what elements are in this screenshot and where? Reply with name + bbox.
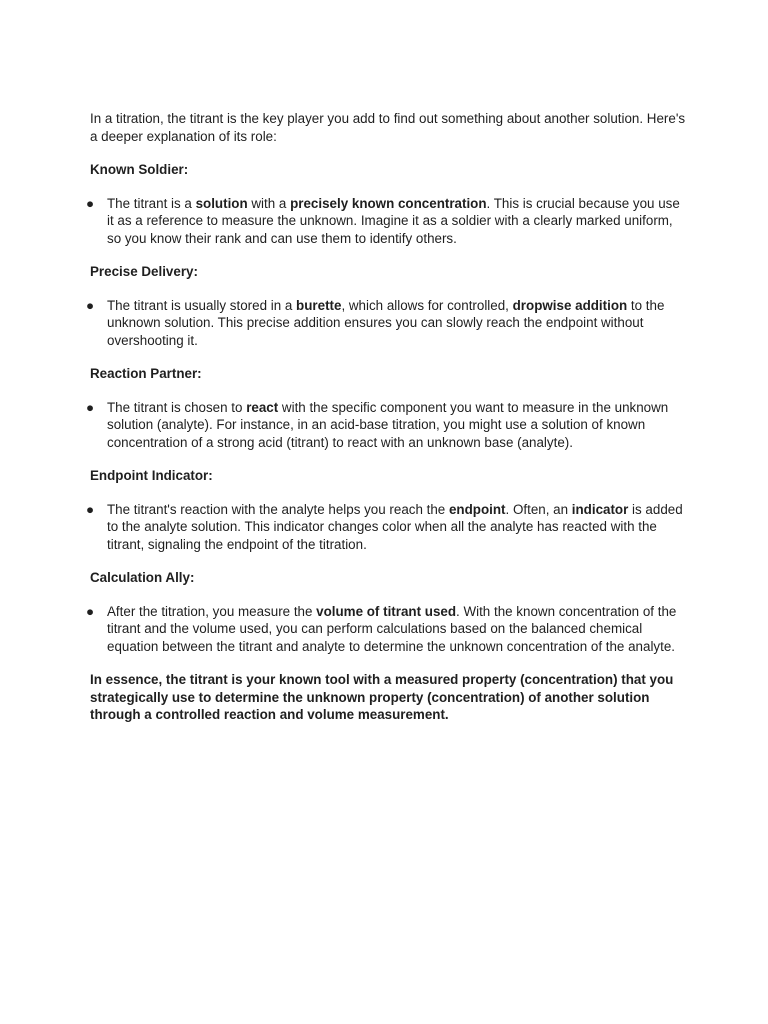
section-heading: Reaction Partner: bbox=[90, 366, 202, 381]
bold-term: dropwise addition bbox=[512, 297, 628, 313]
bold-term: indicator bbox=[571, 501, 629, 517]
bullet-list bbox=[85, 603, 690, 656]
text-run: The titrant is a bbox=[107, 195, 196, 211]
bold-term: precisely known concentration bbox=[290, 195, 487, 211]
bullet-icon: ● bbox=[85, 399, 95, 415]
bullet-text bbox=[107, 298, 664, 348]
text-run: . This is crucial because you use it as a reference to measure the unknown. Imagine it as a soldier with a clearly marked uniform, so you know their rank and can use them to identify others. bbox=[107, 195, 680, 246]
bullet-text bbox=[107, 196, 680, 246]
bullet-text bbox=[107, 604, 676, 654]
bold-term: burette bbox=[296, 297, 342, 313]
text-run: The titrant is chosen to bbox=[107, 399, 247, 415]
list-item bbox=[85, 195, 690, 248]
bullet-list bbox=[85, 501, 690, 554]
text-run: to the unknown solution. This precise addition ensures you can slowly reach the endpoint without overshooting it. bbox=[107, 297, 665, 348]
bullet-text bbox=[107, 400, 668, 450]
bullet-list bbox=[85, 195, 690, 248]
section-heading: Calculation Ally: bbox=[90, 570, 195, 585]
text-run: The titrant is usually stored in a bbox=[107, 297, 297, 313]
list-item bbox=[85, 501, 690, 554]
text-run: . With the known concentration of the titrant and the volume used, you can perform calculations based on the balanced chemical equation between the titrant and analyte to determine the unknown concentration of the analyte. bbox=[107, 603, 677, 654]
text-run: with the specific component you want to measure in the unknown solution (analyte). For instance, in an acid-base titration, you might use a solution of known concentration of a strong acid (titrant) to react with an unknown base (analyte). bbox=[107, 399, 669, 450]
document-body bbox=[85, 110, 690, 724]
bullet-icon: ● bbox=[85, 603, 95, 619]
text-run: is added to the analyte solution. This indicator changes color when all the analyte has reacted with the titrant, signaling the endpoint of the titration. bbox=[107, 501, 683, 552]
summary-paragraph: In essence, the titrant is your known tool with a measured property (concentration) that you strategically use to determine the unknown property (concentration) of another solution through a controlled reaction and volume measurement. bbox=[90, 672, 674, 722]
bullet-list bbox=[85, 297, 690, 350]
text-run: After the titration, you measure the bbox=[107, 603, 317, 619]
bold-term: solution bbox=[195, 195, 248, 211]
intro-paragraph: In a titration, the titrant is the key player you add to find out something about another solution. Here's a deeper explanation of its role: bbox=[90, 111, 686, 144]
list-item bbox=[85, 603, 690, 656]
text-run: The titrant's reaction with the analyte helps you reach the bbox=[107, 501, 449, 517]
bullet-icon: ● bbox=[85, 501, 95, 517]
bold-term: endpoint bbox=[448, 501, 506, 517]
text-run: with a bbox=[247, 195, 291, 211]
text-run: , which allows for controlled, bbox=[341, 297, 513, 313]
text-run: . Often, an bbox=[505, 501, 572, 517]
bullet-list bbox=[85, 399, 690, 452]
section-heading: Endpoint Indicator: bbox=[90, 468, 213, 483]
bold-term: react bbox=[246, 399, 279, 415]
list-item bbox=[85, 297, 690, 350]
bold-term: volume of titrant used bbox=[316, 603, 457, 619]
bullet-icon: ● bbox=[85, 297, 95, 313]
sections-container bbox=[85, 161, 690, 655]
section-heading: Precise Delivery: bbox=[90, 264, 198, 279]
list-item bbox=[85, 399, 690, 452]
bullet-text bbox=[107, 502, 683, 552]
bullet-icon: ● bbox=[85, 195, 95, 211]
section-heading: Known Soldier: bbox=[90, 162, 189, 177]
